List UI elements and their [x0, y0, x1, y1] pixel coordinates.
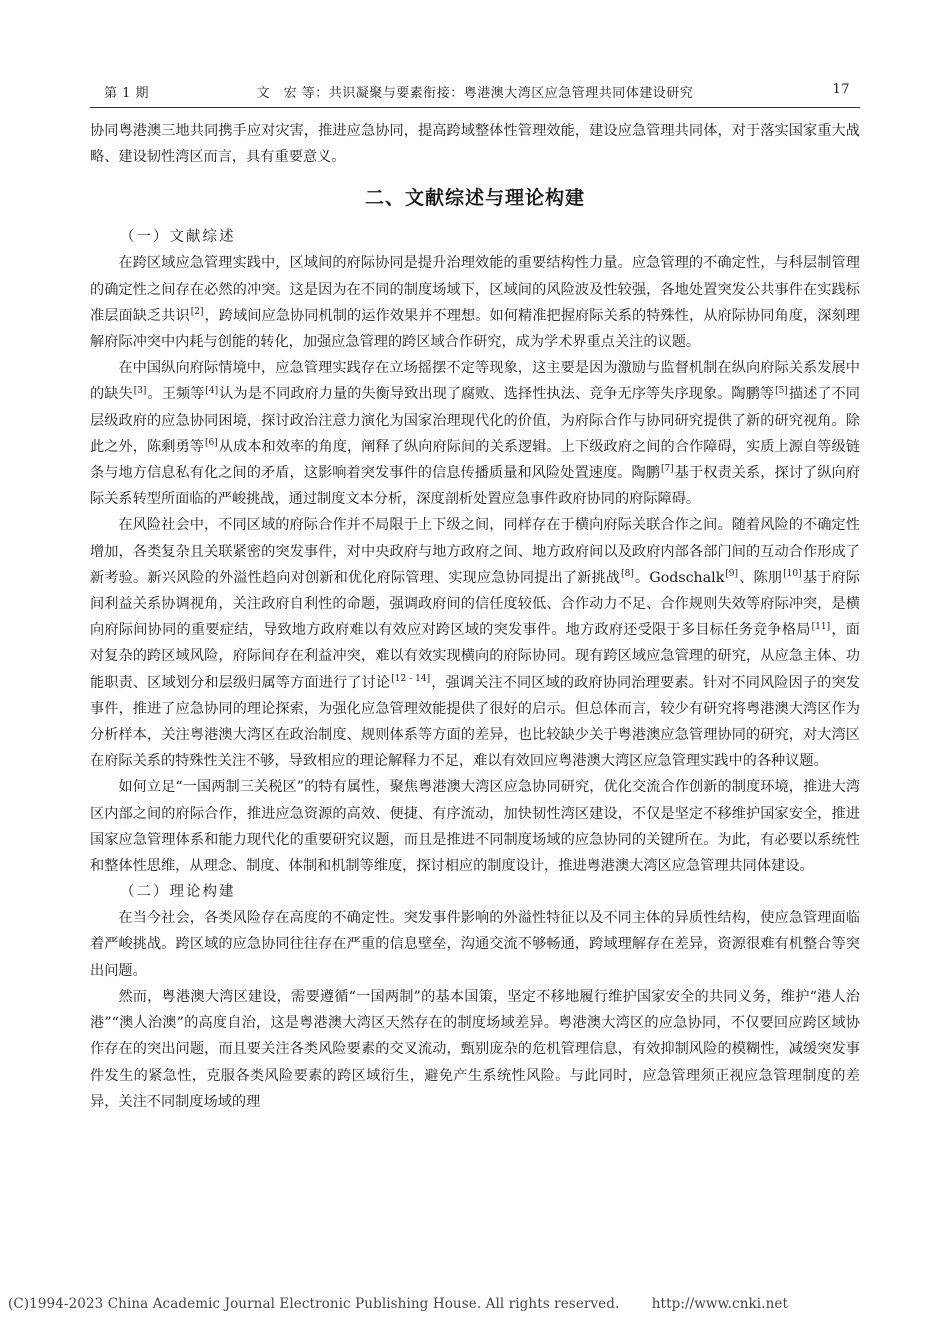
issue-number: 第 1 期 — [104, 86, 150, 101]
paragraph-5: 在当今社会，各类风险存在高度的不确定性。突发事件影响的外溢性特征以及不同主体的异质性结构，使应急管理面临着严峻挑战。跨区域的应急协同往往存在严重的信息壁垒，沟通交流不够畅通，跨域理解存在差异，资源很难有机整合等突出问题。 — [90, 910, 860, 979]
header-rule — [90, 107, 860, 108]
citation[interactable]: [10] — [783, 569, 802, 580]
article-body — [90, 118, 860, 1115]
paragraph-4: 如何立足“一国两制三关税区”的特有属性，聚焦粤港澳大湾区应急协同研究，优化交流合作创新的制度环境，推进大湾区内部之间的府际合作，推进应急资源的高效、便捷、有序流动，加快韧性湾区建设，不仅是坚定不移维护国家安全，推进国家应急管理体系和能力现代化的重要研究议题，而且是推进不同制度场域的应急协同的关键所在。为此，有必要以系统性和整体性思维，从理念、制度、体制和机制等维度，探讨相应的制度设计，推进粤港澳大湾区应急管理共同体建设。 — [90, 779, 860, 875]
copyright-notice: (C)1994-2023 China Academic Journal Electronic Publishing House. All rights reserved. — [8, 1296, 620, 1312]
citation[interactable]: [4] — [205, 385, 219, 396]
citation[interactable]: [12 - 14] — [391, 673, 431, 684]
citation[interactable]: [3] — [133, 385, 147, 396]
intro-paragraph: 协同粤港澳三地共同携手应对灾害，推进应急协同，提高跨域整体性管理效能，建设应急管理共同体，对于落实国家重大战略、建设韧性湾区而言，具有重要意义。 — [90, 123, 860, 166]
footer-url[interactable]: http://www.cnki.net — [651, 1296, 788, 1312]
paragraph-6: 然而，粤港澳大湾区建设，需要遵循“一国两制”的基本国策，坚定不移地履行维护国家安全的共同义务，维护“港人治港”“澳人治澳”的高度自治，这是粤港澳大湾区天然存在的制度场域差异。粤港澳大湾区的应急协同，不仅要回应跨区域协作存在的突出问题，而且要关注各类风险要素的交叉流动，甄别庞杂的危机管理信息，有效抑制风险的模糊性，减缓突发事件发生的紧急性，克服各类风险要素的跨区域衍生，避免产生系统性风险。与此同时，应急管理须正视应急管理制度的差异，关注不同制度场域的理 — [90, 988, 860, 1110]
running-title: 文 宏 等：共识凝聚与要素衔接：粤港澳大湾区应急管理共同体建设研究 — [256, 86, 694, 101]
citation[interactable]: [7] — [660, 464, 674, 475]
citation[interactable]: [9] — [725, 569, 739, 580]
section-title: 二、文献综述与理论构建 — [364, 187, 585, 210]
citation[interactable]: [11] — [811, 621, 831, 632]
running-header — [90, 82, 860, 104]
subsection-title-1: （一）文献综述 — [120, 229, 236, 246]
citation[interactable]: [2] — [190, 307, 204, 318]
paragraph-1: 在跨区域应急管理实践中，区域间的府际协同是提升治理效能的重要结构性力量。应急管理的不确定性，与科层制管理的确定性之间存在必然的冲突。这是因为在不同的制度场域下，区域间的风险波及性较强，各地处置突发公共事件在实践标准层面缺乏共识[2]，跨域间应急协同机制的运作效果并不理想。如何精准把握府际关系的特殊性，从府际协同角度，深刻理解府际冲突中内耗与创能的转化，加强应急管理的跨区域合作研究，成为学术界重点关注的议题。 — [90, 255, 860, 351]
citation[interactable]: [5] — [775, 385, 788, 396]
page-number: 17 — [832, 82, 850, 97]
citation[interactable]: [8] — [621, 569, 634, 580]
citation[interactable]: [6] — [205, 438, 218, 449]
paragraph-3: 在风险社会中，不同区域的府际合作并不局限于上下级之间，同样存在于横向府际关联合作之间。随着风险的不确定性增加，各类复杂且关联紧密的突发事件，对中央政府与地方政府之间、地方政府间以及政府内部各部门间的互动合作形成了新考验。新兴风险的外溢性趋向对创新和优化府际管理、实现应急协同提出了新挑战[8]。Godschalk[9]、陈朋[10]基于府际间利益关系协调视角，关注政府自利性的命题，强调政府间的信任度较低、合作动力不足、合作规则失效等府际冲突，是横向府际间协同的重要症结，导致地方政府难以有效应对跨区域的突发事件。地方政府还受限于多目标任务竞争格局[11]，面对复杂的跨区域风险，府际间存在利益冲突，难以有效实现横向的府际协同。现有跨区域应急管理的研究，从应急主体、功能职责、区域划分和层级归属等方面进行了讨论[12 - 14]，强调关注不同区域的政府协同治理要素。针对不同风险因子的突发事件，推进了应急协同的理论探索，为强化应急管理效能提供了很好的启示。但总体而言，较少有研究将粤港澳大湾区作为分析样本，关注粤港澳大湾区在政治制度、规则体系等方面的差异，也比较缺少关于粤港澳应急管理协同的研究，对大湾区在府际关系的特殊性关注不够，导致相应的理论解释力不足，难以有效回应粤港澳大湾区应急管理实践中的各种议题。 — [90, 517, 860, 770]
page-footer — [8, 1296, 942, 1312]
paragraph-2: 在中国纵向府际情境中，应急管理实践存在立场摇摆不定等现象，这主要是因为激励与监督机制在纵向府际关系发展中的缺失[3]。王频等[4]认为是不同政府力量的失衡导致出现了腐败、选择性执法、竞争无序等失序现象。陶鹏等[5]描述了不同层级政府的应急协同困境，探讨政治注意力演化为国家治理现代化的价值，为府际合作与协同研究提供了新的研究视角。除此之外，陈剩勇等[6]从成本和效率的角度，阐释了纵向府际间的关系逻辑。上下级政府之间的合作障碍，实质上源自等级链条与地方信息私有化之间的矛盾，这影响着突发事件的信息传播质量和风险处置速度。陶鹏[7]基于权责关系，探讨了纵向府际关系转型所面临的严峻挑战，通过制度文本分析，深度剖析处置应急事件政府协同的府际障碍。 — [90, 360, 860, 508]
subsection-title-2: （二）理论构建 — [120, 884, 236, 901]
